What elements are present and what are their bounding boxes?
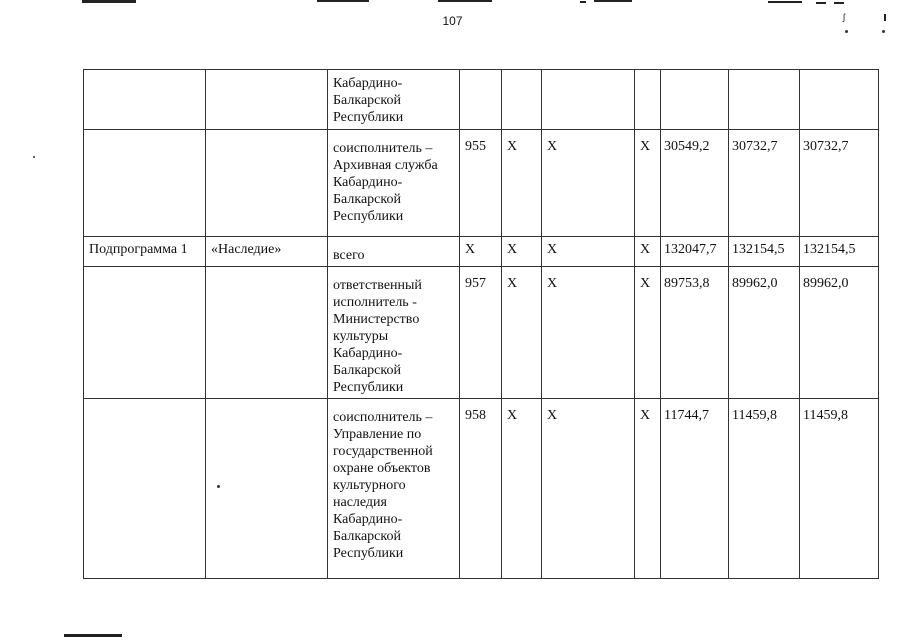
grbs-code-cell: 958 — [460, 399, 502, 579]
page-number: 107 — [442, 14, 463, 28]
vr-cell: X — [635, 267, 661, 399]
vr-cell: X — [635, 399, 661, 579]
subprogram-cell — [206, 130, 328, 237]
scan-dot-right-1 — [845, 30, 848, 33]
grbs-code-cell: X — [460, 237, 502, 267]
scan-mark-top-3 — [580, 1, 586, 3]
subprogram-cell — [206, 70, 328, 130]
subprogram-cell — [206, 267, 328, 399]
scan-mark-bottom-left — [64, 634, 122, 637]
rz-pr-cell: X — [502, 237, 542, 267]
executor-cell: соисполнитель – Управление по государственной охране объектов культурного наследия Кабардино- Балкарской Республики — [328, 399, 460, 579]
year-2-cell: 89962,0 — [729, 267, 800, 399]
year-1-cell: 132047,7 — [661, 237, 729, 267]
program-cell — [84, 70, 206, 130]
scan-mark-top-left — [82, 0, 136, 3]
executor-cell: соисполнитель – Архивная служба Кабардино- Балкарской Республики — [328, 130, 460, 237]
vr-cell: X — [635, 130, 661, 237]
program-cell — [84, 267, 206, 399]
scan-dot-left-margin — [33, 156, 35, 158]
scan-mark-top-5 — [768, 1, 802, 3]
csr-cell: X — [542, 130, 635, 237]
program-cell — [84, 399, 206, 579]
program-cell — [84, 130, 206, 237]
year-1-cell: 89753,8 — [661, 267, 729, 399]
table-row — [84, 237, 879, 267]
vr-cell — [635, 70, 661, 130]
program-cell: Подпрограмма 1 — [84, 237, 206, 267]
scan-mark-top-1 — [317, 0, 369, 2]
csr-cell: X — [542, 399, 635, 579]
year-2-cell: 30732,7 — [729, 130, 800, 237]
rz-pr-cell — [502, 70, 542, 130]
executor-cell: Кабардино- Балкарской Республики — [328, 70, 460, 130]
scan-mark-top-7 — [834, 2, 844, 4]
table-row — [84, 267, 879, 399]
rz-pr-cell: X — [502, 399, 542, 579]
csr-cell — [542, 70, 635, 130]
year-3-cell: 132154,5 — [800, 237, 879, 267]
csr-cell: X — [542, 237, 635, 267]
year-2-cell: 132154,5 — [729, 237, 800, 267]
year-2-cell — [729, 70, 800, 130]
executor-cell: всего — [328, 237, 460, 267]
rz-pr-cell: X — [502, 130, 542, 237]
year-3-cell: 89962,0 — [800, 267, 879, 399]
table-row — [84, 70, 879, 130]
year-3-cell: 11459,8 — [800, 399, 879, 579]
grbs-code-cell: 957 — [460, 267, 502, 399]
subprogram-cell — [206, 399, 328, 579]
scan-mark-top-2 — [438, 0, 492, 2]
table-row — [84, 399, 879, 579]
subprogram-cell: «Наследие» — [206, 237, 328, 267]
vr-cell: X — [635, 237, 661, 267]
year-1-cell: 30549,2 — [661, 130, 729, 237]
scan-dot-right-2 — [882, 30, 885, 33]
budget-table — [83, 69, 879, 579]
grbs-code-cell: 955 — [460, 130, 502, 237]
scan-mark-top-4 — [594, 0, 632, 2]
rz-pr-cell: X — [502, 267, 542, 399]
scan-mark-top-6 — [816, 2, 826, 4]
year-1-cell: 11744,7 — [661, 399, 729, 579]
executor-cell: ответственный исполнитель - Министерство культуры Кабардино- Балкарской Республики — [328, 267, 460, 399]
table-row — [84, 130, 879, 237]
year-3-cell: 30732,7 — [800, 130, 879, 237]
year-1-cell — [661, 70, 729, 130]
grbs-code-cell — [460, 70, 502, 130]
year-2-cell: 11459,8 — [729, 399, 800, 579]
csr-cell: X — [542, 267, 635, 399]
scan-glyph-right: ʃ — [843, 12, 845, 22]
year-3-cell — [800, 70, 879, 130]
